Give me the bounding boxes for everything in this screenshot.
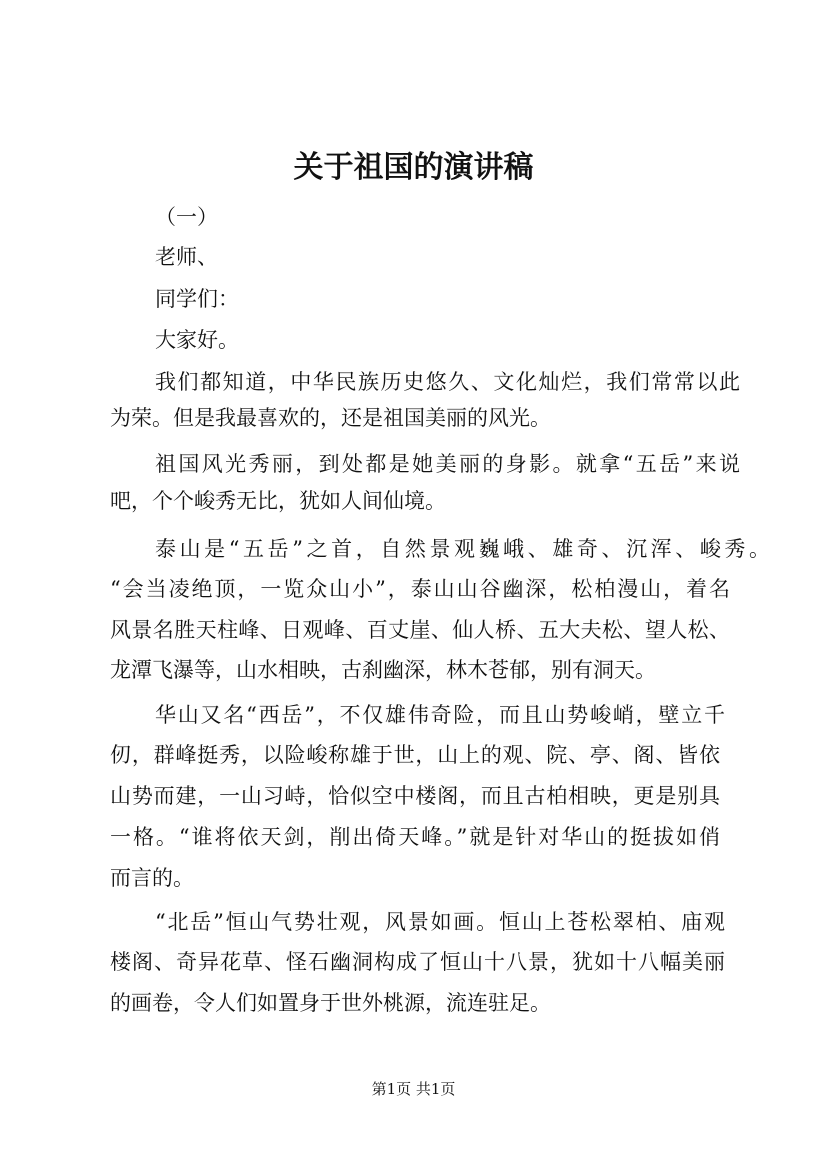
paragraph-line: 山势而建，一山习峙，恰似空中楼阁，而且古柏相映，更是别具 bbox=[110, 784, 720, 808]
paragraph-line: 一格。“谁将依天剑，削出倚天峰。”就是针对华山的挺拔如俏 bbox=[110, 825, 720, 849]
document-title: 关于祖国的演讲稿 bbox=[293, 150, 534, 185]
paragraph-line: 而言的。 bbox=[110, 866, 194, 890]
paragraph-line: 祖国风光秀丽，到处都是她美丽的身影。就拿“五岳”来说 bbox=[155, 452, 740, 476]
greeting-line: 大家好。 bbox=[155, 328, 239, 352]
paragraph-line: “北岳”恒山气势壮观，风景如画。恒山上苍松翠柏、庙观 bbox=[155, 910, 725, 934]
paragraph-line: 的画卷，令人们如置身于世外桃源，流连驻足。 bbox=[110, 991, 551, 1015]
paragraph-line: 我们都知道，中华民族历史悠久、文化灿烂，我们常常以此 bbox=[155, 370, 740, 394]
greeting-line: 同学们： bbox=[155, 287, 239, 311]
paragraph-line: 为荣。但是我最喜欢的，还是祖国美丽的风光。 bbox=[110, 406, 551, 430]
paragraph-line: 龙潭飞瀑等，山水相映，古刹幽深，林木苍郁，别有洞天。 bbox=[110, 658, 656, 682]
paragraph-line: “会当凌绝顶，一览众山小”，泰山山谷幽深，松柏漫山，着名 bbox=[110, 577, 730, 601]
section-number: （一） bbox=[155, 205, 218, 229]
greeting-line: 老师、 bbox=[155, 245, 218, 269]
page-footer: 第1页 共1页 bbox=[371, 1080, 456, 1098]
paragraph-line: 泰山是“五岳”之首，自然景观巍峨、雄奇、沉浑、峻秀。 bbox=[155, 537, 770, 561]
paragraph-line: 风景名胜天柱峰、日观峰、百丈崖、仙人桥、五大夫松、望人松、 bbox=[110, 618, 730, 642]
paragraph-line: 华山又名“西岳”，不仅雄伟奇险，而且山势峻峭，壁立千 bbox=[155, 703, 725, 727]
paragraph-line: 楼阁、奇异花草、怪石幽洞构成了恒山十八景，犹如十八幅美丽 bbox=[110, 950, 725, 974]
paragraph-line: 吧，个个峻秀无比，犹如人间仙境。 bbox=[110, 489, 446, 513]
paragraph-line: 仞，群峰挺秀，以险峻称雄于世，山上的观、院、亭、阁、皆依 bbox=[110, 743, 720, 767]
